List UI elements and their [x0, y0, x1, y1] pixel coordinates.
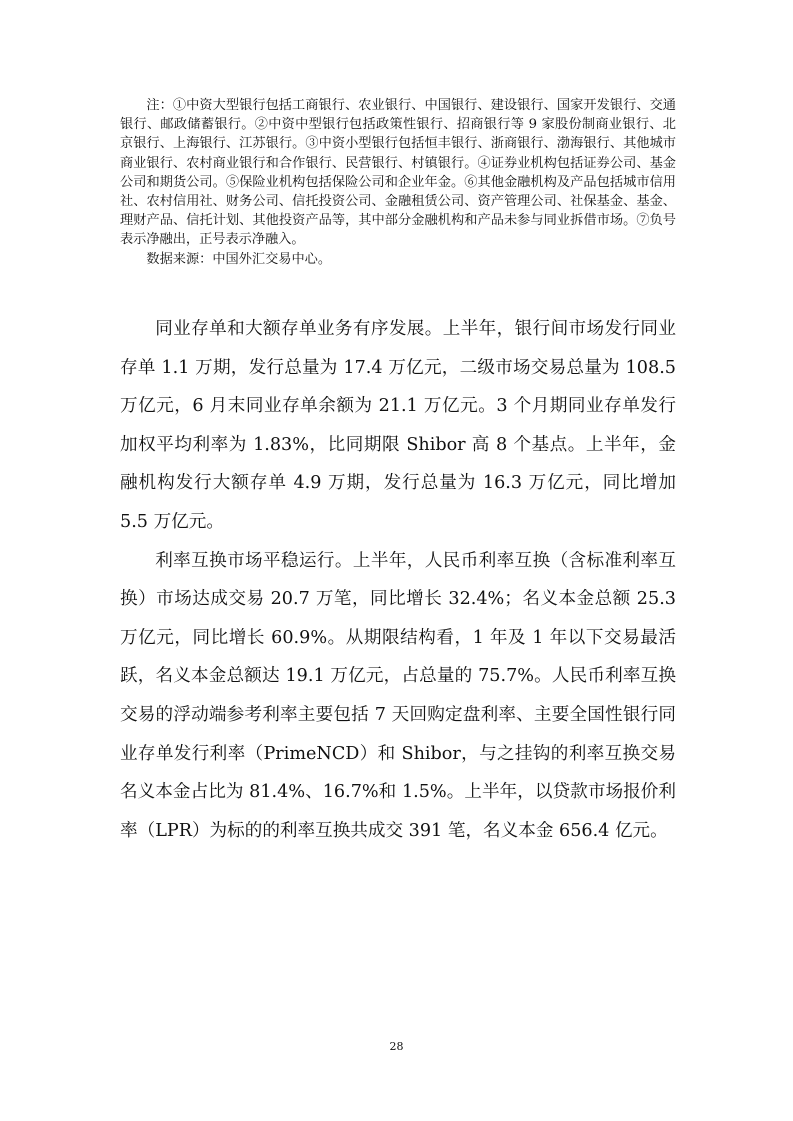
body-text — [120, 310, 676, 850]
paragraph-irs: 利率互换市场平稳运行。上半年，人民币利率互换（含标准利率互换）市场达成交易 20.7 万笔，同比增长 32.4%；名义本金总额 25.3 万亿元，同比增长 60.9%。从期限结构看，1 年及 1 年以下交易最活跃，名义本金总额达 19.1 万亿元，占总量的 75.7%。人民币利率互换交易的浮动端参考利率主要包括 7 天回购定盘利率、主要全国性银行同业存单发行利率（PrimeNCD）和 Shibor，与之挂钩的利率互换交易名义本金占比为 81.4%、16.7%和 1.5%。上半年，以贷款市场报价利率（LPR）为标的的利率互换共成交 391 笔，名义本金 656.4 亿元。 — [120, 550, 676, 841]
paragraph-ncd: 同业存单和大额存单业务有序发展。上半年，银行间市场发行同业存单 1.1 万期，发行总量为 17.4 万亿元，二级市场交易总量为 108.5 万亿元，6 月末同业存单余额为 21.1 万亿元。3 个月期同业存单发行加权平均利率为 1.83%，比同期限 Shibor 高 8 个基点。上半年，金融机构发行大额存单 4.9 万期，发行总量为 16.3 万亿元，同比增加 5.5 万亿元。 — [120, 319, 676, 532]
page-number: 28 — [389, 1040, 404, 1053]
note-text: 注：①中资大型银行包括工商银行、农业银行、中国银行、建设银行、国家开发银行、交通银行、邮政储蓄银行。②中资中型银行包括政策性银行、招商银行等 9 家股份制商业银行、北京银行、上海银行、江苏银行。③中资小型银行包括恒丰银行、浙商银行、渤海银行、其他城市商业银行、农村商业银行和合作银行、民营银行、村镇银行。④证券业机构包括证券公司、基金公司和期货公司。⑤保险业机构包括保险公司和企业年金。⑥其他金融机构及产品包括城市信用社、农村信用社、财务公司、信托投资公司、金融租赁公司、资产管理公司、社保基金、基金、理财产品、信托计划、其他投资产品等，其中部分金融机构和产品未参与同业拆借市场。⑦负号表示净融出，正号表示净融入。 — [120, 98, 676, 248]
data-source: 数据来源：中国外汇交易中心。 — [146, 251, 332, 267]
table-notes — [120, 96, 676, 269]
